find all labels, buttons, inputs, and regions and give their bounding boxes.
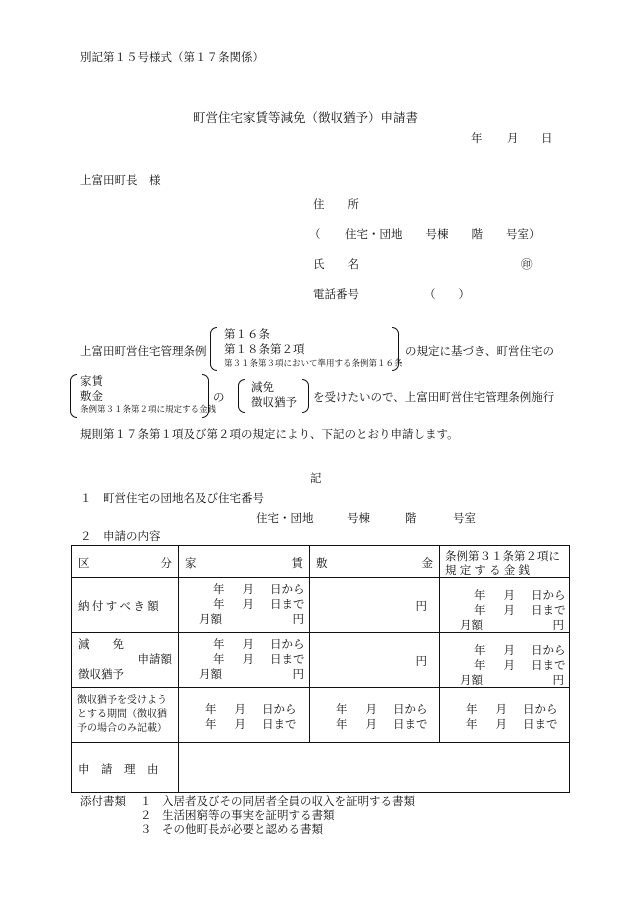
- attachment-text-3: その他町長が必要と認める書類: [162, 822, 323, 836]
- to-year: 年: [213, 652, 225, 666]
- deferral-money-cell: [440, 688, 570, 743]
- to-year: 年: [336, 717, 348, 731]
- article-1: 第１６条: [224, 327, 270, 341]
- monthly-yen: 円: [292, 612, 304, 626]
- from-month: 月: [503, 588, 515, 602]
- table-row-reason: [72, 743, 570, 793]
- addressee: 上富田町長 様: [80, 173, 161, 187]
- monthly-yen: 円: [552, 673, 564, 687]
- basis-text: の規定に基づき、町営住宅の: [405, 344, 555, 358]
- request-text: を受けたいので、上富田町営住宅管理条例施行: [313, 390, 555, 404]
- header-rent-1: 家: [185, 556, 197, 570]
- application-table: [71, 545, 570, 793]
- to-day: 日まで: [531, 658, 566, 672]
- from-year: 年: [205, 702, 217, 716]
- header-money: [440, 546, 570, 578]
- to-month: 月: [503, 603, 515, 617]
- phone-label: 電話番号: [313, 287, 359, 301]
- payable-deposit-cell: [310, 578, 440, 633]
- body-line-3: 規則第１７条第１項及び第２項の規定により、下記のとおり申請します。: [80, 427, 459, 441]
- reason-cell: [179, 743, 570, 793]
- unit-line: 住宅・団地 号棟 階 号室）: [345, 227, 541, 241]
- to-day: 日まで: [393, 717, 428, 731]
- right-brace: [392, 327, 399, 371]
- from-day: 日から: [270, 582, 305, 596]
- from-year: 年: [474, 588, 486, 602]
- to-year: 年: [466, 717, 478, 731]
- deposit-yen: 円: [415, 654, 427, 668]
- header-rent-2: 賃: [291, 556, 303, 570]
- deferral-line-1: 徴収猶予を受けよう: [77, 695, 167, 706]
- seal-mark: ㊞: [521, 257, 533, 271]
- from-year: 年: [336, 702, 348, 716]
- monthly-yen: 円: [552, 618, 564, 632]
- to-day: 日まで: [262, 717, 297, 731]
- deferral-line-3: 予の場合のみ記載）: [77, 723, 167, 734]
- reduction-rent-cell: [179, 633, 310, 688]
- left-brace: [70, 374, 77, 418]
- left-brace: [238, 379, 245, 413]
- to-day: 日まで: [531, 603, 566, 617]
- article-2: 第１８条第２項: [224, 342, 305, 356]
- attachment-no-1: １: [140, 794, 152, 808]
- section1-heading: １ 町営住宅の団地名及び住宅番号: [80, 491, 264, 505]
- payable-money-cell: [440, 578, 570, 633]
- header-money-1: 条例第３１条第２項に: [445, 549, 560, 563]
- monthly-label: 月額: [199, 612, 222, 626]
- from-day: 日から: [531, 588, 566, 602]
- date-year: 年: [471, 131, 483, 145]
- fee-item-money: 条例第３１条第２項に規定する金銭: [80, 405, 217, 415]
- to-day: 日まで: [270, 597, 305, 611]
- section1-room: 号室: [453, 511, 476, 525]
- name-label: 氏 名: [313, 257, 359, 271]
- table-row-payable: [72, 578, 570, 633]
- header-kubun-1: 区: [78, 556, 90, 570]
- to-year: 年: [474, 603, 486, 617]
- header-deposit-1: 敷: [316, 556, 328, 570]
- header-money-2: 規定する金銭: [445, 563, 534, 577]
- from-month: 月: [503, 643, 515, 657]
- to-year: 年: [205, 717, 217, 731]
- from-month: 月: [365, 702, 377, 716]
- to-year: 年: [213, 597, 225, 611]
- page-title: 町営住宅家賃等減免（徴収猶予）申請書: [193, 110, 419, 125]
- to-month: 月: [365, 717, 377, 731]
- from-day: 日から: [393, 702, 428, 716]
- from-month: 月: [242, 582, 254, 596]
- fee-item-rent: 家賃: [80, 374, 103, 388]
- right-brace: [302, 379, 309, 413]
- to-year: 年: [474, 658, 486, 672]
- from-month: 月: [242, 637, 254, 651]
- payable-rent-cell: [179, 578, 310, 633]
- table-row-reduction: [72, 633, 570, 688]
- reduction-money-cell: [440, 633, 570, 688]
- header-kubun: [72, 546, 179, 578]
- unit-open-paren: （: [309, 227, 321, 241]
- deferral-label: 徴収猶予: [78, 667, 124, 681]
- reason-label: 申 請 理 由: [78, 762, 159, 776]
- table-header-row: [72, 546, 570, 578]
- section1-floor: 階: [405, 511, 417, 525]
- from-year: 年: [466, 702, 478, 716]
- section1-building: 号棟: [347, 511, 370, 525]
- from-day: 日から: [523, 702, 558, 716]
- to-month: 月: [495, 717, 507, 731]
- row-reduction-label: [72, 633, 179, 688]
- to-month: 月: [242, 652, 254, 666]
- action-reduction: 減免: [251, 380, 274, 394]
- from-year: 年: [213, 637, 225, 651]
- monthly-label: 月額: [460, 673, 483, 687]
- section1-complex: 住宅・団地: [256, 511, 314, 525]
- header-kubun-2: 分: [160, 556, 172, 570]
- right-brace: [202, 374, 209, 418]
- attachment-text-2: 生活困窮等の事実を証明する書類: [162, 808, 335, 822]
- ordinance-name: 上富田町営住宅管理条例: [80, 344, 207, 358]
- header-deposit: [310, 546, 440, 578]
- action-deferral: 徴収猶予: [251, 395, 297, 409]
- header-deposit-2: 金: [421, 556, 433, 570]
- from-day: 日から: [531, 643, 566, 657]
- to-day: 日まで: [523, 717, 558, 731]
- row-payable-label: [72, 578, 179, 633]
- to-month: 月: [503, 658, 515, 672]
- deposit-yen: 円: [415, 599, 427, 613]
- article-3: 第３１条第３項において準用する条例第１６条: [224, 359, 403, 369]
- no-particle: の: [213, 390, 225, 404]
- deferral-rent-cell: [179, 688, 310, 743]
- monthly-yen: 円: [292, 667, 304, 681]
- row-deferral-label: [72, 688, 179, 743]
- from-month: 月: [495, 702, 507, 716]
- from-year: 年: [213, 582, 225, 596]
- attachment-no-3: ３: [140, 822, 152, 836]
- reduction-label: 減 免: [78, 637, 124, 651]
- payable-label: 納付すべき額: [78, 599, 162, 613]
- from-month: 月: [234, 702, 246, 716]
- application-amount-label: 申請額: [137, 652, 172, 666]
- deferral-line-2: とする期間（徴収猶: [77, 709, 167, 720]
- to-month: 月: [242, 597, 254, 611]
- deferral-deposit-cell: [310, 688, 440, 743]
- attachments-label: 添付書類: [80, 794, 126, 808]
- from-day: 日から: [270, 637, 305, 651]
- monthly-label: 月額: [199, 667, 222, 681]
- table-row-deferral-period: [72, 688, 570, 743]
- reduction-deposit-cell: [310, 633, 440, 688]
- attachment-no-2: ２: [140, 808, 152, 822]
- to-month: 月: [234, 717, 246, 731]
- section2-heading: ２ 申請の内容: [80, 529, 161, 543]
- form-number: 別記第１５号様式（第１７条関係）: [80, 50, 264, 64]
- date-day: 日: [541, 131, 553, 145]
- phone-paren: （ ）: [424, 287, 470, 301]
- from-day: 日から: [262, 702, 297, 716]
- address-label: 住 所: [313, 197, 359, 211]
- ki-label: 記: [310, 471, 322, 485]
- date-month: 月: [507, 131, 519, 145]
- to-day: 日まで: [270, 652, 305, 666]
- left-brace: [210, 327, 217, 371]
- monthly-label: 月額: [460, 618, 483, 632]
- header-rent: [179, 546, 310, 578]
- fee-item-deposit: 敷金: [80, 389, 103, 403]
- attachment-text-1: 入居者及びその同居者全員の収入を証明する書類: [162, 794, 415, 808]
- row-reason-label: [72, 743, 179, 793]
- from-year: 年: [474, 643, 486, 657]
